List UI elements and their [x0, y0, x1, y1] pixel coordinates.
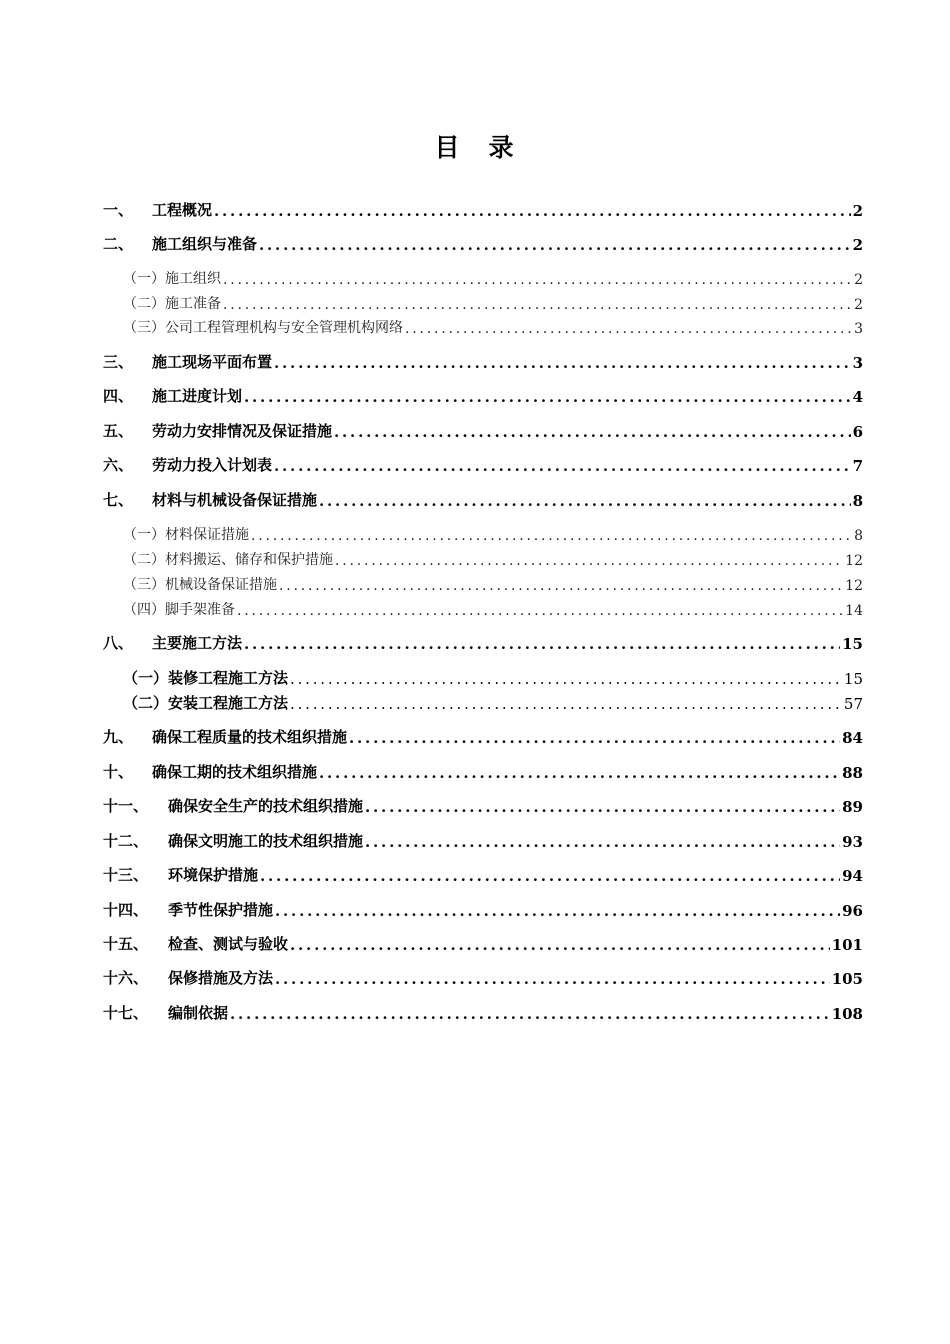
dot-leader — [275, 970, 830, 988]
dot-leader — [334, 423, 851, 441]
toc-label: 施工准备 — [165, 296, 221, 312]
toc-number: 一、 — [103, 201, 134, 219]
toc-entry[interactable] — [103, 999, 863, 1023]
toc-number: 十一、 — [103, 797, 149, 815]
toc-subentry[interactable] — [103, 570, 863, 594]
toc-number: （一） — [123, 669, 169, 687]
toc-label: 确保安全生产的技术组织措施 — [168, 797, 364, 815]
toc-label: 机械设备保证措施 — [165, 577, 277, 593]
dot-leader — [365, 833, 840, 851]
toc-number: 十七、 — [103, 1004, 149, 1022]
toc-label: 安装工程施工方法 — [168, 694, 289, 712]
toc-page-number: 89 — [842, 798, 863, 816]
dot-leader — [274, 354, 851, 372]
dot-leader — [290, 695, 842, 713]
toc-number: 十二、 — [103, 832, 149, 850]
toc-entry[interactable] — [103, 230, 863, 254]
toc-page-number: 2 — [852, 202, 863, 220]
toc-page-number: 3 — [852, 354, 863, 372]
toc-number: （一） — [123, 527, 165, 543]
toc-page-number: 14 — [845, 603, 863, 619]
toc-entry[interactable] — [103, 196, 863, 220]
dot-leader — [244, 388, 851, 406]
toc-number: 二、 — [103, 235, 134, 253]
toc-subentry[interactable] — [103, 313, 863, 337]
toc-subentry[interactable] — [103, 520, 863, 544]
dot-leader — [319, 492, 851, 510]
toc-page-number: 7 — [852, 457, 863, 475]
toc-label: 检查、测试与验收 — [168, 935, 289, 953]
toc-label: 施工组织 — [165, 271, 221, 287]
toc-number: （四） — [123, 602, 165, 618]
toc-label: 施工进度计划 — [152, 387, 243, 405]
toc-subentry[interactable] — [103, 264, 863, 288]
dot-leader — [349, 729, 840, 747]
toc-number: （一） — [123, 271, 165, 287]
toc-label: 主要施工方法 — [152, 634, 243, 652]
toc-entry[interactable] — [103, 417, 863, 441]
toc-entry[interactable] — [103, 964, 863, 988]
toc-label: 公司工程管理机构与安全管理机构网络 — [165, 320, 403, 336]
toc-page-number: 88 — [842, 764, 863, 782]
toc-label: 确保工程质量的技术组织措施 — [152, 728, 348, 746]
toc-entry[interactable] — [103, 792, 863, 816]
toc-page-number: 2 — [854, 272, 863, 288]
dot-leader — [290, 670, 842, 688]
toc-label: 环境保护措施 — [168, 866, 259, 884]
toc-entry[interactable] — [103, 723, 863, 747]
toc-entry[interactable] — [103, 827, 863, 851]
dot-leader — [214, 202, 851, 220]
toc-entry[interactable] — [103, 930, 863, 954]
toc-number: （二） — [123, 694, 169, 712]
toc-page-number: 4 — [852, 388, 863, 406]
dot-leader — [290, 936, 830, 954]
toc-page-number: 12 — [845, 578, 863, 594]
toc-number: （二） — [123, 296, 165, 312]
toc-page-number: 101 — [831, 936, 863, 954]
toc-subentry[interactable] — [103, 689, 863, 713]
toc-entry[interactable] — [103, 861, 863, 885]
toc-page-number: 8 — [852, 492, 863, 510]
toc-label: 施工现场平面布置 — [152, 353, 273, 371]
toc-label: 劳动力投入计划表 — [152, 456, 273, 474]
toc-label: 脚手架准备 — [165, 602, 235, 618]
toc-page-number: 6 — [852, 423, 863, 441]
dot-leader — [244, 635, 840, 653]
page-title: 目 录 — [434, 133, 516, 162]
dot-leader — [274, 457, 851, 475]
toc-label: 施工组织与准备 — [152, 235, 258, 253]
dot-leader — [251, 528, 852, 544]
toc-page-number: 108 — [831, 1005, 863, 1023]
toc-label: 保修措施及方法 — [168, 969, 274, 987]
dot-leader — [259, 236, 851, 254]
toc-label: 确保文明施工的技术组织措施 — [168, 832, 364, 850]
toc-page-number: 2 — [854, 297, 863, 313]
dot-leader — [275, 902, 840, 920]
dot-leader — [335, 553, 843, 569]
toc-subentry[interactable] — [103, 595, 863, 619]
toc-page-number: 84 — [842, 729, 863, 747]
toc-number: 十三、 — [103, 866, 149, 884]
toc-number: 十六、 — [103, 969, 149, 987]
toc-number: 十四、 — [103, 901, 149, 919]
toc-page-number: 2 — [852, 236, 863, 254]
dot-leader — [223, 297, 852, 313]
toc-number: 四、 — [103, 387, 134, 405]
dot-leader — [223, 272, 852, 288]
toc-number: （三） — [123, 577, 165, 593]
toc-subentry[interactable] — [103, 289, 863, 313]
toc-label: 确保工期的技术组织措施 — [152, 763, 318, 781]
toc-label: 劳动力安排情况及保证措施 — [152, 422, 333, 440]
toc-entry[interactable] — [103, 348, 863, 372]
dot-leader — [319, 764, 840, 782]
toc-label: 装修工程施工方法 — [168, 669, 289, 687]
toc-number: （二） — [123, 552, 165, 568]
toc-number: 五、 — [103, 422, 134, 440]
toc-label: 编制依据 — [168, 1004, 229, 1022]
toc-page-number: 15 — [843, 670, 863, 688]
toc-page-number: 8 — [854, 528, 863, 544]
toc-entry[interactable] — [103, 629, 863, 653]
dot-leader — [279, 578, 843, 594]
dot-leader — [230, 1005, 830, 1023]
toc-page-number: 105 — [831, 970, 863, 988]
toc-entry[interactable] — [103, 451, 863, 475]
toc-number: 三、 — [103, 353, 134, 371]
dot-leader — [237, 603, 843, 619]
toc-page-number: 57 — [843, 695, 863, 713]
toc-number: 六、 — [103, 456, 134, 474]
toc-page-number: 93 — [842, 833, 863, 851]
toc-page-number: 12 — [845, 553, 863, 569]
toc-label: 材料与机械设备保证措施 — [152, 491, 318, 509]
toc-number: （三） — [123, 320, 165, 336]
toc-number: 七、 — [103, 491, 134, 509]
toc-page-number: 3 — [854, 321, 863, 337]
toc-label: 材料搬运、储存和保护措施 — [165, 552, 333, 568]
toc-label: 工程概况 — [152, 201, 213, 219]
toc-label: 季节性保护措施 — [168, 901, 274, 919]
toc-number: 十、 — [103, 763, 134, 781]
dot-leader — [365, 798, 840, 816]
toc-page-number: 15 — [842, 635, 863, 653]
toc-subentry[interactable] — [103, 545, 863, 569]
toc-subentry[interactable] — [103, 664, 863, 688]
toc-entry[interactable] — [103, 486, 863, 510]
toc-page-number: 94 — [842, 867, 863, 885]
toc-number: 八、 — [103, 634, 134, 652]
toc-entry[interactable] — [103, 896, 863, 920]
toc-entry[interactable] — [103, 382, 863, 406]
toc-label: 材料保证措施 — [165, 527, 249, 543]
toc-entry[interactable] — [103, 758, 863, 782]
toc-number: 九、 — [103, 728, 134, 746]
toc-number: 十五、 — [103, 935, 149, 953]
dot-leader — [405, 321, 852, 337]
toc-page-number: 96 — [842, 902, 863, 920]
dot-leader — [260, 867, 840, 885]
